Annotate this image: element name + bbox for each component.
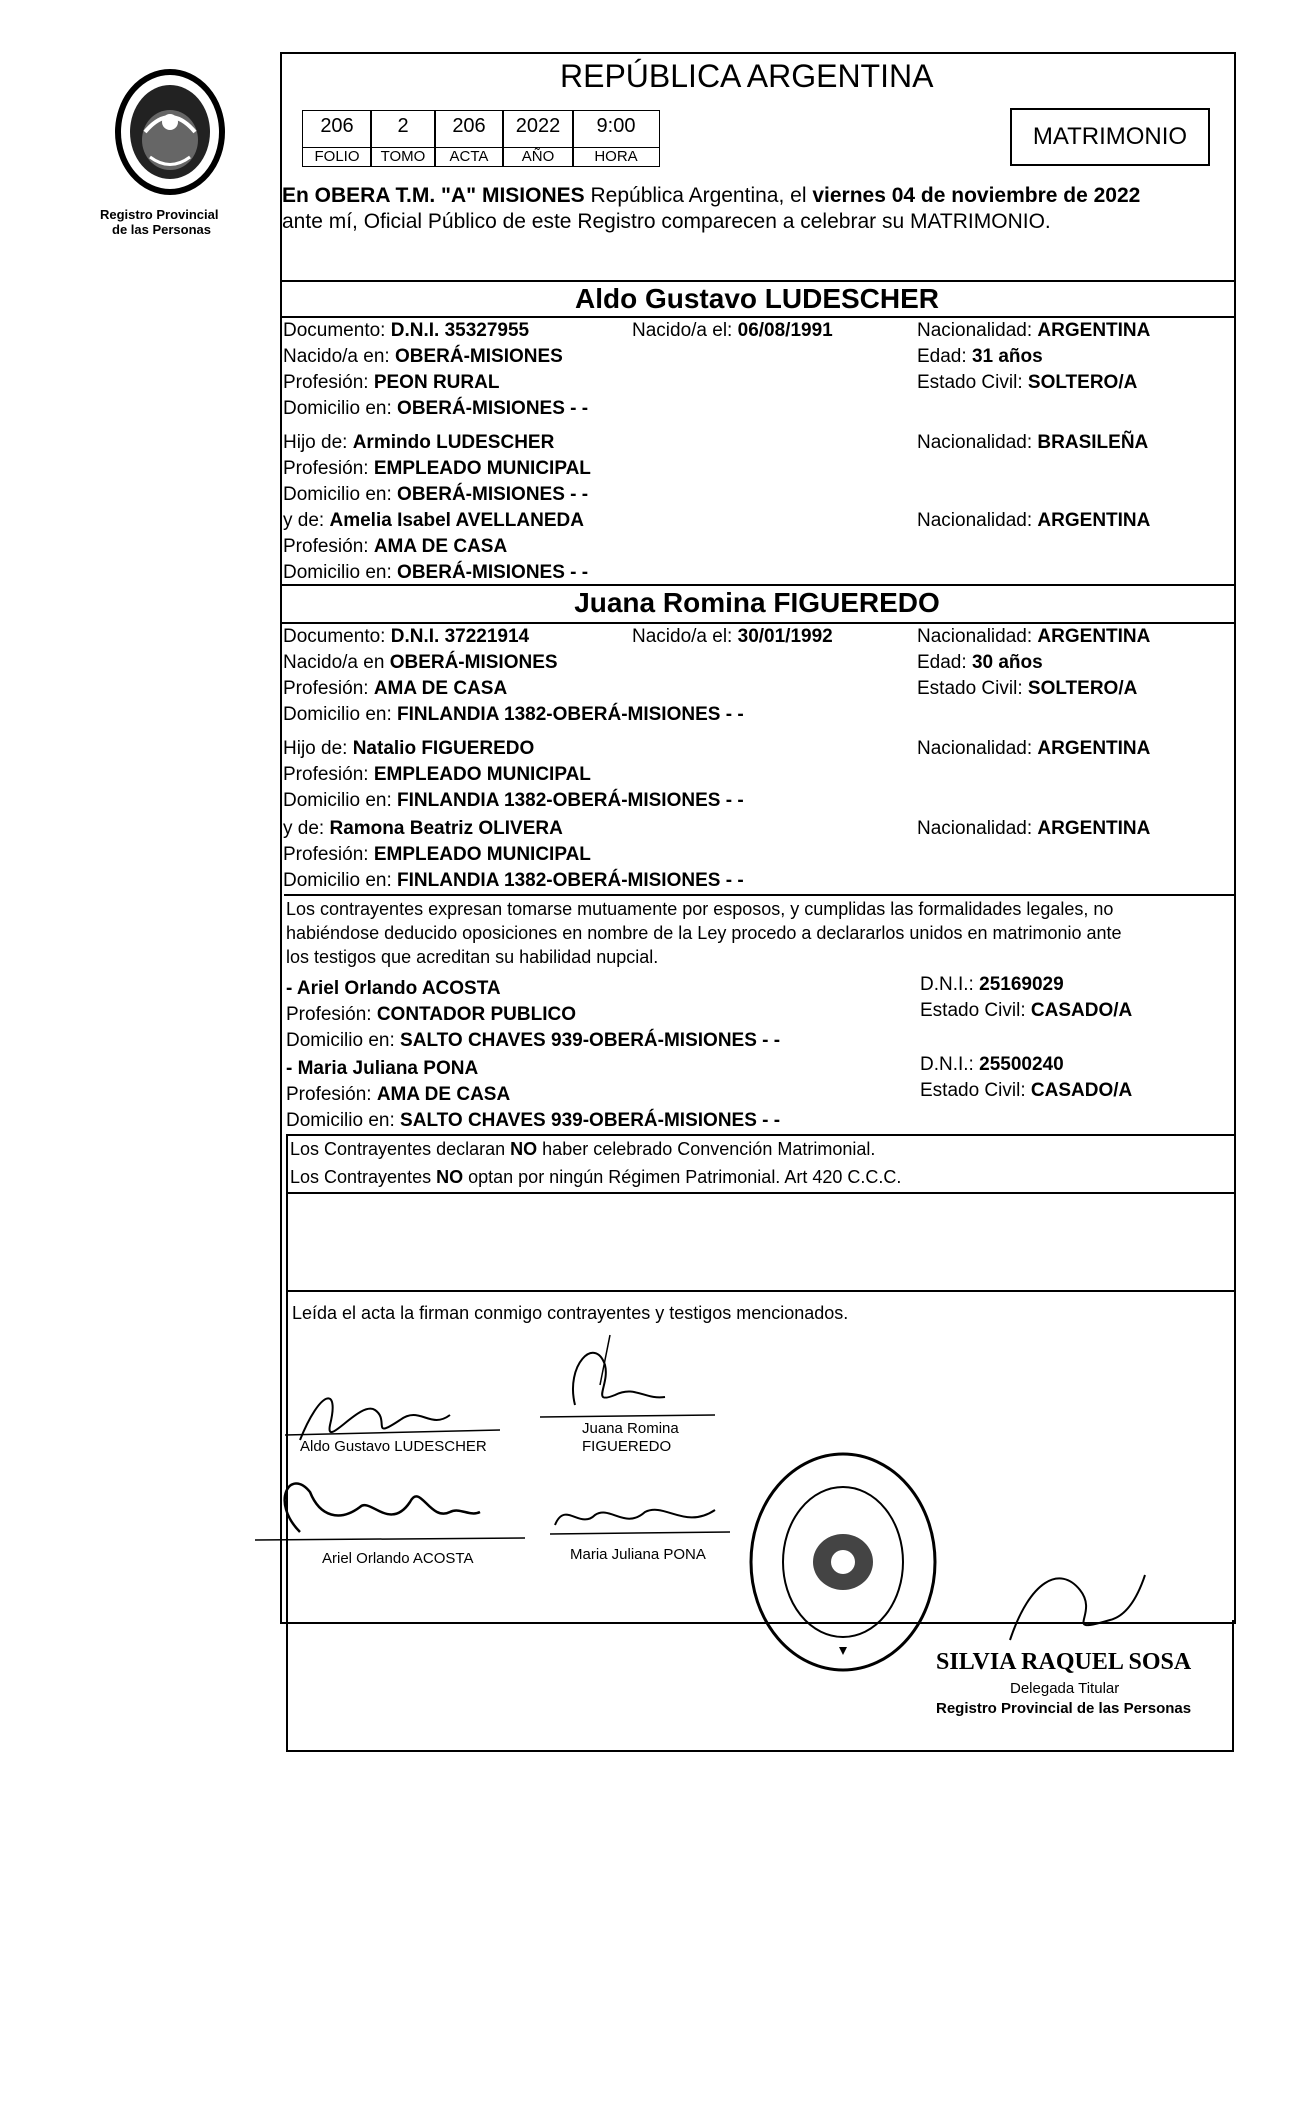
spouse2-father-nationality: Nacionalidad: ARGENTINA	[917, 738, 1151, 759]
witness1-name: - Ariel Orlando ACOSTA	[286, 978, 501, 999]
declaration-line1: Los contrayentes expresan tomarse mutuamente por esposos, y cumplidas las formalidades legales, no	[286, 899, 1114, 919]
record-acta: 206	[434, 110, 504, 148]
intro-line1	[282, 184, 1140, 208]
act-type-box	[1010, 108, 1210, 166]
record-label-folio: FOLIO	[302, 147, 372, 167]
spouse2-mother-nationality: Nacionalidad: ARGENTINA	[917, 818, 1151, 839]
spouse1-address: Domicilio en: OBERÁ-MISIONES - -	[283, 398, 589, 419]
spouse2-birthplace: Nacido/a en OBERÁ-MISIONES	[283, 652, 558, 673]
witness1-address: Domicilio en: SALTO CHAVES 939-OBERÁ-MISIONES - -	[286, 1030, 781, 1051]
spouse2-father: Hijo de: Natalio FIGUEREDO	[283, 738, 535, 759]
signature-label-figueredo-2: FIGUEREDO	[582, 1438, 672, 1455]
registry-logo	[100, 62, 235, 237]
record-ano: 2022	[502, 110, 574, 148]
record-label-ano: AÑO	[502, 147, 574, 167]
witness1-dni: D.N.I.: 25169029	[920, 974, 1064, 995]
witness2-name: - Maria Juliana PONA	[286, 1058, 479, 1079]
spouse1-father-profession: Profesión: EMPLEADO MUNICIPAL	[283, 458, 591, 479]
divider	[286, 1134, 1234, 1136]
witness2-profession: Profesión: AMA DE CASA	[286, 1084, 511, 1105]
declaration-line3: los testigos que acreditan su habilidad nupcial.	[286, 947, 659, 967]
spouse2-age: Edad: 30 años	[917, 652, 1043, 673]
spouse2-mother: y de: Ramona Beatriz OLIVERA	[283, 818, 563, 839]
divider	[280, 622, 1234, 624]
witness1-civil: Estado Civil: CASADO/A	[920, 1000, 1133, 1021]
official-name: SILVIA RAQUEL SOSA	[936, 1649, 1192, 1675]
record-label-acta: ACTA	[434, 147, 504, 167]
spouse1-mother-address: Domicilio en: OBERÁ-MISIONES - -	[283, 562, 589, 583]
signature-pona-icon	[545, 1490, 735, 1550]
record-hora: 9:00	[572, 110, 660, 148]
spouse2-father-profession: Profesión: EMPLEADO MUNICIPAL	[283, 764, 591, 785]
spouse2-civil: Estado Civil: SOLTERO/A	[917, 678, 1138, 699]
act-type-label: MATRIMONIO	[1032, 123, 1188, 150]
spouse1-doc: Documento: D.N.I. 35327955	[283, 320, 530, 341]
record-folio: 206	[302, 110, 372, 148]
divider	[286, 1290, 1234, 1292]
witness2-civil: Estado Civil: CASADO/A	[920, 1080, 1133, 1101]
inner-border-right-lower	[1232, 1620, 1234, 1750]
signature-figueredo-icon	[535, 1325, 725, 1435]
intro-date: viernes 04 de noviembre de 2022	[812, 184, 1141, 207]
spouse2-nationality: Nacionalidad: ARGENTINA	[917, 626, 1151, 647]
record-tomo: 2	[370, 110, 436, 148]
spouse2-address: Domicilio en: FINLANDIA 1382-OBERÁ-MISIONES - -	[283, 704, 744, 725]
divider	[284, 894, 1234, 896]
signature-label-acosta: Ariel Orlando ACOSTA	[322, 1550, 474, 1567]
declaration-line2: habiéndose deducido oposiciones en nombre de la Ley procedo a declararlos unidos en matrimonio ante	[286, 923, 1122, 943]
spouse1-father: Hijo de: Armindo LUDESCHER	[283, 432, 555, 453]
record-label-tomo: TOMO	[370, 147, 436, 167]
divider	[286, 1750, 1234, 1752]
spouse1-mother-nationality: Nacionalidad: ARGENTINA	[917, 510, 1151, 531]
spouse1-birthdate: Nacido/a el: 06/08/1991	[632, 320, 833, 341]
logo-label-line1: Registro Provincial	[100, 207, 219, 222]
signature-label-pona: Maria Juliana PONA	[570, 1546, 706, 1563]
divider	[280, 316, 1234, 318]
logo-label-line2: de las Personas	[112, 222, 211, 237]
spouse2-mother-profession: Profesión: EMPLEADO MUNICIPAL	[283, 844, 591, 865]
stamp-seal-icon	[746, 1450, 941, 1675]
spouse1-name: Aldo Gustavo LUDESCHER	[574, 283, 940, 314]
spouse1-nationality: Nacionalidad: ARGENTINA	[917, 320, 1151, 341]
signature-label-figueredo-1: Juana Romina	[582, 1420, 679, 1437]
spouse1-birthplace: Nacido/a en: OBERÁ-MISIONES	[283, 346, 563, 367]
delegation-stamp	[746, 1450, 941, 1675]
signature-label-ludescher: Aldo Gustavo LUDESCHER	[300, 1438, 487, 1455]
inner-border-left-lower	[286, 1620, 288, 1750]
page-title: REPÚBLICA ARGENTINA	[560, 58, 934, 94]
spouse1-mother: y de: Amelia Isabel AVELLANEDA	[283, 510, 584, 531]
official-organization: Registro Provincial de las Personas	[936, 1700, 1192, 1717]
spouse2-name: Juana Romina FIGUEREDO	[574, 587, 940, 618]
coat-of-arms-icon	[105, 62, 235, 202]
spouse2-father-address: Domicilio en: FINLANDIA 1382-OBERÁ-MISIONES - -	[283, 790, 744, 811]
witness1-profession: Profesión: CONTADOR PUBLICO	[286, 1004, 576, 1025]
spouse2-doc: Documento: D.N.I. 37221914	[283, 626, 530, 647]
spouse1-mother-profession: Profesión: AMA DE CASA	[283, 536, 508, 557]
spouse1-profession: Profesión: PEON RURAL	[283, 372, 500, 393]
regime-line2: Los Contrayentes NO optan por ningún Régimen Patrimonial. Art 420 C.C.C.	[290, 1167, 902, 1187]
signature-official-icon	[990, 1560, 1150, 1650]
official-title: Delegada Titular	[1010, 1680, 1120, 1697]
spouse1-civil: Estado Civil: SOLTERO/A	[917, 372, 1138, 393]
intro-line2: ante mí, Oficial Público de este Registro comparecen a celebrar su MATRIMONIO.	[282, 210, 1051, 233]
witness2-dni: D.N.I.: 25500240	[920, 1054, 1064, 1075]
record-label-hora: HORA	[572, 147, 660, 167]
read-statement: Leída el acta la firman conmigo contrayentes y testigos mencionados.	[292, 1303, 849, 1323]
regime-line1: Los Contrayentes declaran NO haber celebrado Convención Matrimonial.	[290, 1139, 876, 1159]
spouse2-mother-address: Domicilio en: FINLANDIA 1382-OBERÁ-MISIONES - -	[283, 870, 744, 891]
spouse1-age: Edad: 31 años	[917, 346, 1043, 367]
spouse1-father-nationality: Nacionalidad: BRASILEÑA	[917, 432, 1149, 453]
signature-acosta-icon	[250, 1462, 530, 1557]
intro-country: República Argentina, el	[590, 184, 807, 207]
spouse2-profession: Profesión: AMA DE CASA	[283, 678, 508, 699]
spouse2-birthdate: Nacido/a el: 30/01/1992	[632, 626, 833, 647]
divider	[286, 1192, 1234, 1194]
witness2-address: Domicilio en: SALTO CHAVES 939-OBERÁ-MISIONES - -	[286, 1110, 781, 1131]
spouse1-father-address: Domicilio en: OBERÁ-MISIONES - -	[283, 484, 589, 505]
intro-place: En OBERA T.M. "A" MISIONES	[282, 184, 585, 207]
